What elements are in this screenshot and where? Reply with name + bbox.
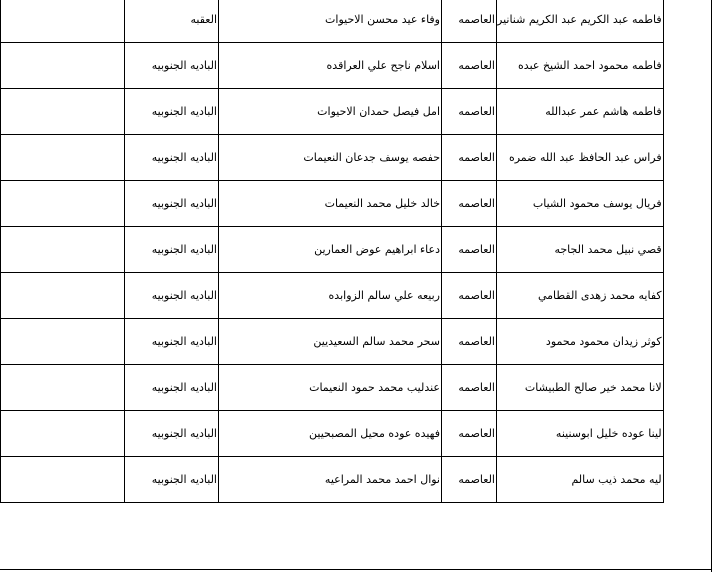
- second-name-cell: نوال احمد محمد المراعيه: [219, 457, 442, 503]
- second-name-cell: سحر محمد سالم السعيديين: [219, 319, 442, 365]
- area-cell: الباديه الجنوبيه: [125, 319, 219, 365]
- area-cell: الباديه الجنوبيه: [125, 43, 219, 89]
- area-cell: الباديه الجنوبيه: [125, 365, 219, 411]
- region-cell: العاصمه: [442, 43, 497, 89]
- second-name-cell: عندليب محمد حمود النعيمات: [219, 365, 442, 411]
- table-row: [1, 227, 664, 273]
- empty-cell: [1, 43, 125, 89]
- page-right-border: [711, 0, 712, 572]
- region-cell: العاصمه: [442, 411, 497, 457]
- empty-cell: [1, 457, 125, 503]
- name-cell: كوثر زيدان محمود محمود: [497, 319, 664, 365]
- name-cell: قصي نبيل محمد الجاجه: [497, 227, 664, 273]
- table-row: [1, 411, 664, 457]
- name-cell: فريال يوسف محمود الشياب: [497, 181, 664, 227]
- second-name-cell: وفاء عيد محسن الاحيوات: [219, 0, 442, 43]
- empty-cell: [1, 273, 125, 319]
- second-name-cell: خالد خليل محمد النعيمات: [219, 181, 442, 227]
- empty-cell: [1, 181, 125, 227]
- area-cell: الباديه الجنوبيه: [125, 227, 219, 273]
- region-cell: العاصمه: [442, 181, 497, 227]
- second-name-cell: امل فيصل حمدان الاحيوات: [219, 89, 442, 135]
- name-cell: لينا عوده خليل ابوسنينه: [497, 411, 664, 457]
- page-bottom-border: [0, 569, 712, 570]
- name-cell: فاطمه محمود احمد الشيخ عبده: [497, 43, 664, 89]
- second-name-cell: اسلام ناجح علي العراقده: [219, 43, 442, 89]
- empty-cell: [1, 89, 125, 135]
- region-cell: العاصمه: [442, 457, 497, 503]
- region-cell: العاصمه: [442, 135, 497, 181]
- region-cell: العاصمه: [442, 319, 497, 365]
- table-row: [1, 43, 664, 89]
- table-row: [1, 135, 664, 181]
- empty-cell: [1, 135, 125, 181]
- table-row: [1, 457, 664, 503]
- area-cell: العقبه: [125, 0, 219, 43]
- second-name-cell: ربيعه علي سالم الزوابده: [219, 273, 442, 319]
- table-row: [1, 365, 664, 411]
- name-cell: ليه محمد ذيب سالم: [497, 457, 664, 503]
- region-cell: العاصمه: [442, 227, 497, 273]
- table-row: [1, 0, 664, 43]
- region-cell: العاصمه: [442, 365, 497, 411]
- table-row: [1, 181, 664, 227]
- empty-cell: [1, 227, 125, 273]
- name-cell: فراس عبد الحافظ عبد الله ضمره: [497, 135, 664, 181]
- table-row: [1, 89, 664, 135]
- name-cell: فاطمه عبد الكريم عبد الكريم شنانير: [497, 0, 664, 43]
- region-cell: العاصمه: [442, 273, 497, 319]
- table-row: [1, 319, 664, 365]
- second-name-cell: فهيده عوده محيل المصبحيين: [219, 411, 442, 457]
- area-cell: الباديه الجنوبيه: [125, 411, 219, 457]
- area-cell: الباديه الجنوبيه: [125, 273, 219, 319]
- area-cell: الباديه الجنوبيه: [125, 457, 219, 503]
- area-cell: الباديه الجنوبيه: [125, 181, 219, 227]
- second-name-cell: حفصه يوسف جدعان النعيمات: [219, 135, 442, 181]
- second-name-cell: دعاء ابراهيم عوض العمارين: [219, 227, 442, 273]
- area-cell: الباديه الجنوبيه: [125, 135, 219, 181]
- region-cell: العاصمه: [442, 0, 497, 43]
- name-cell: فاطمه هاشم عمر عبدالله: [497, 89, 664, 135]
- empty-cell: [1, 319, 125, 365]
- empty-cell: [1, 0, 125, 43]
- table-row: [1, 273, 664, 319]
- empty-cell: [1, 365, 125, 411]
- area-cell: الباديه الجنوبيه: [125, 89, 219, 135]
- empty-cell: [1, 411, 125, 457]
- name-cell: كفايه محمد زهدى القطامي: [497, 273, 664, 319]
- name-cell: لانا محمد خير صالح الطبيشات: [497, 365, 664, 411]
- region-cell: العاصمه: [442, 89, 497, 135]
